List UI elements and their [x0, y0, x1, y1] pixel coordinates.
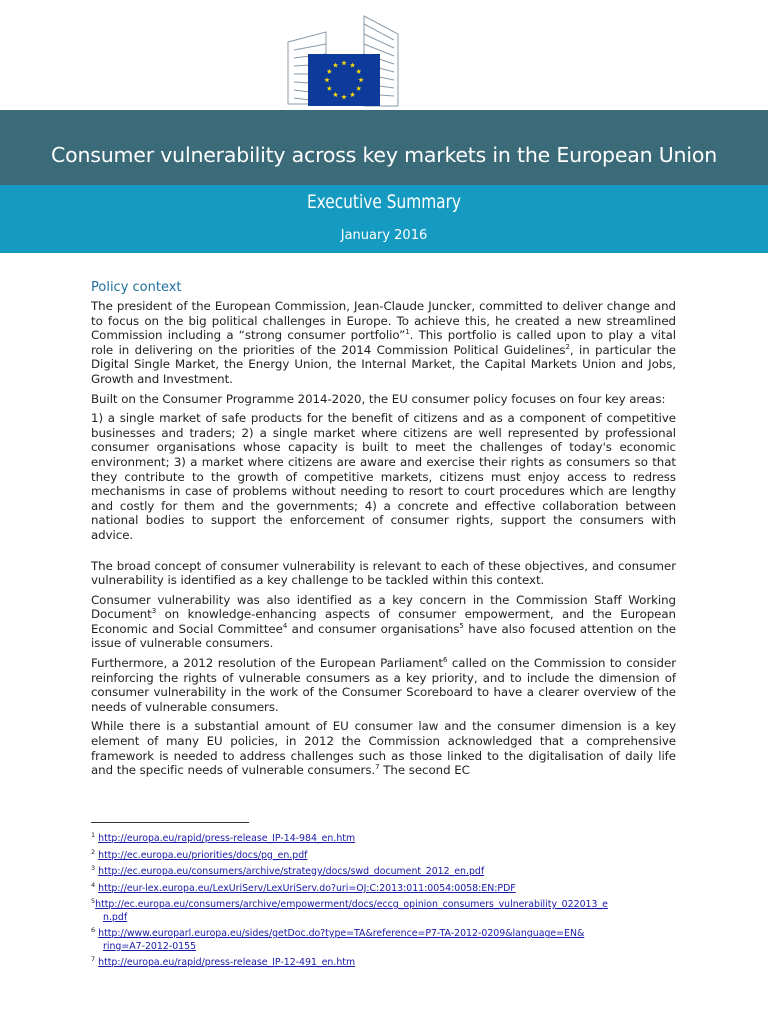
footnotes — [91, 829, 681, 970]
footnote-link-6[interactable]: http://www.europarl.europa.eu/sides/getDoc.do?type=TA&reference=P7-TA-2012-0209&language=EN& — [98, 928, 585, 940]
footnote-link-4[interactable]: http://eur-lex.europa.eu/LexUriServ/LexUriServ.do?uri=OJ:C:2013:011:0054:0058:EN:PDF — [98, 882, 516, 894]
footnote-6: $^6$ http://www.europarl.europa.eu/sides/getDoc.do?type=TA&reference=P7-TA-2012-0209&language=EN& ring=A7-2012-0155 — [91, 924, 681, 953]
paragraph-7: While there is a substantial amount of EU consumer law and the consumer dimension is a key element of many EU policies, in 2012 the Commission acknowledged that a comprehensive framework is needed to address challenges such as those linked to the digitalisation of daily life and the specific needs of vulnerable consumers.$^7$ The second EC — [91, 719, 676, 778]
footnote-2: $^2$ http://ec.europa.eu/priorities/docs/pg_en.pdf — [91, 847, 308, 861]
footnote-ref-7[interactable]: 7 — [375, 763, 380, 772]
page-subtitle: Executive Summary — [306, 191, 462, 213]
footnote-ref-2[interactable]: 2 — [565, 342, 570, 351]
footnote-ref-6[interactable]: 6 — [442, 656, 448, 665]
paragraph-6: Furthermore, a 2012 resolution of the European Parliament$^6$ called on the Commission to consider reinforcing the rights of vulnerable consumers as a key priority, and to include the dimension of consumer vulnerability in the work of the Consumer Scoreboard to have a clearer overview of the needs of vulnerable consumers. — [91, 656, 676, 714]
footnote-link-2[interactable]: http://ec.europa.eu/priorities/docs/pg_en.pdf — [98, 849, 308, 861]
paragraph-5: Consumer vulnerability was also identified as a key concern in the Commission Staff Working Document$^3$ on knowledge-enhancing aspects of consumer empowerment, and the European Economic and Social Committee$^4$ and consumer organisations$^5$ have also focused attention on the issue of vulnerable consumers. — [91, 592, 676, 651]
main-content — [91, 280, 676, 783]
footnote-ref-1[interactable]: 1 — [405, 328, 410, 337]
footnote-3: $^3$ http://ec.europa.eu/consumers/archive/strategy/docs/swd_document_2012_en.pdf — [91, 864, 485, 878]
page-title: Consumer vulnerability across key markets in the European Union — [51, 143, 717, 167]
footnote-5: $^5$http://ec.europa.eu/consumers/archive/empowerment/docs/eccg_opinion_consumers_vulnerability_022013_e n.pdf — [91, 895, 681, 924]
footnote-7: $^7$ http://europa.eu/rapid/press-release_IP-12-491_en.htm — [91, 955, 356, 969]
footnote-link-7[interactable]: http://europa.eu/rapid/press-release_IP-12-491_en.htm — [98, 957, 356, 969]
footnote-ref-3[interactable]: 3 — [151, 607, 157, 616]
paragraph-4: The broad concept of consumer vulnerability is relevant to each of these objectives, and consumer vulnerability is identified as a key challenge to be tackled within this context. — [91, 558, 676, 588]
footnote-separator — [91, 822, 249, 823]
footnote-1: $^1$ http://europa.eu/rapid/press-release_IP-14-984_en.htm — [91, 831, 356, 845]
footnote-4: $^4$ http://eur-lex.europa.eu/LexUriServ/LexUriServ.do?uri=OJ:C:2013:011:0054:0058:EN:PDF — [91, 880, 516, 894]
section-heading: Policy context — [91, 280, 182, 295]
footnote-link-5[interactable]: http://ec.europa.eu/consumers/archive/empowerment/docs/eccg_opinion_consumers_vulnerability_022013_e — [95, 899, 608, 911]
publication-date: January 2016 — [340, 228, 428, 243]
footnote-ref-5[interactable]: 5 — [459, 621, 464, 630]
subtitle-band — [0, 185, 768, 253]
footnote-link-6-cont[interactable]: ring=A7-2012-0155 — [103, 940, 197, 952]
title-band — [0, 110, 768, 185]
footnote-ref-4[interactable]: 4 — [282, 621, 288, 630]
paragraph-1: The president of the European Commission, Jean-Claude Juncker, committed to deliver change and to focus on the big political challenges in Europe. To achieve this, he created a new streamlined Commission including a “strong consumer portfolio”$^1$. This portfolio is called upon to play a vital role in delivering on the priorities of the 2014 Commission Political Guidelines$^2$, in particular the Digital Single Market, the Energy Union, the Internal Market, the Capital Markets Union and Jobs, Growth and Investment. — [91, 299, 677, 386]
footnote-link-3[interactable]: http://ec.europa.eu/consumers/archive/strategy/docs/swd_document_2012_en.pdf — [98, 866, 485, 878]
footnote-link-1[interactable]: http://europa.eu/rapid/press-release_IP-14-984_en.htm — [98, 833, 356, 845]
paragraph-3: 1) a single market of safe products for the benefit of citizens and as a component of competitive businesses and traders; 2) a single market where citizens are well represented by professional consumer organisations whose capacity is built to meet the challenges of today's economic environment; 3) a market where citizens are aware and exercise their rights as consumers so that they contribute to the growth of competitive markets, citizens must enjoy access to redress mechanisms in case of problems without needing to resort to court procedures which are lengthy and costly for them and the governments; 4) a concrete and effective collaboration between national bodies to support the enforcement of consumer rights, support the consumers with advice. — [91, 411, 676, 542]
paragraph-2: Built on the Consumer Programme 2014-2020, the EU consumer policy focuses on four key areas: — [91, 391, 666, 406]
footnote-link-5-cont[interactable]: n.pdf — [103, 911, 128, 923]
